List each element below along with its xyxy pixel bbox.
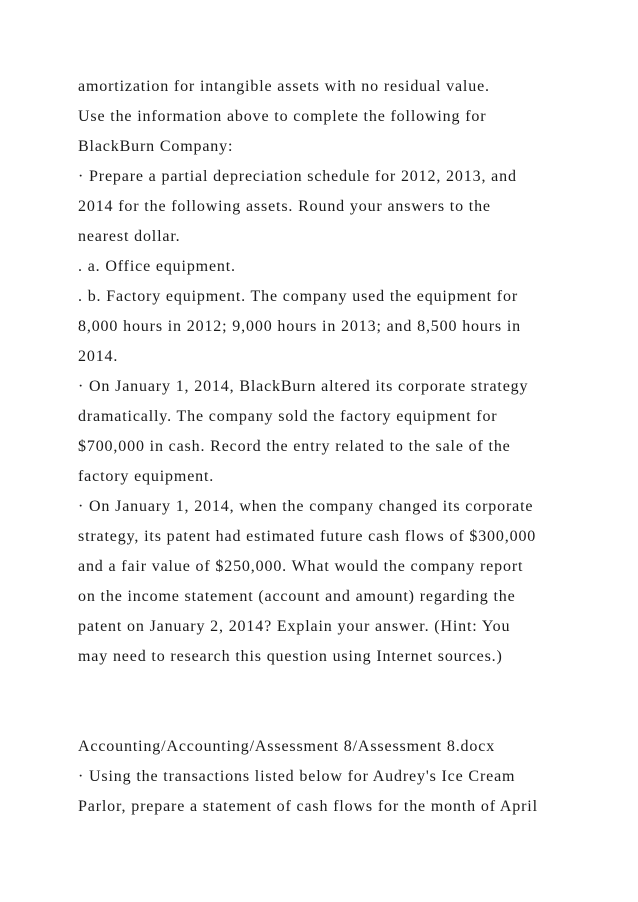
text-line: factory equipment.	[78, 468, 215, 485]
text-line: 2014 for the following assets. Round your answers to the	[78, 198, 491, 215]
text-line: $700,000 in cash. Record the entry related to the sale of the	[78, 438, 511, 455]
text-line: 2014.	[78, 348, 119, 365]
text-line: and a fair value of $250,000. What would the company report	[78, 558, 524, 575]
text-line: amortization for intangible assets with no residual value.	[78, 78, 490, 95]
text-line: patent on January 2, 2014? Explain your answer. (Hint: You	[78, 618, 511, 635]
text-line: 8,000 hours in 2012; 9,000 hours in 2013; and 8,500 hours in	[78, 318, 521, 335]
text-line: BlackBurn Company:	[78, 138, 234, 155]
bullet-line: · Prepare a partial depreciation schedule for 2012, 2013, and	[78, 168, 517, 185]
bullet-line: · Using the transactions listed below for Audrey's Ice Cream	[78, 768, 516, 785]
list-item-a: . a. Office equipment.	[78, 258, 236, 275]
bullet-line: · On January 1, 2014, when the company changed its corporate	[78, 498, 534, 515]
text-line: on the income statement (account and amount) regarding the	[78, 588, 516, 605]
text-line: strategy, its patent had estimated future cash flows of $300,000	[78, 528, 537, 545]
text-line: Parlor, prepare a statement of cash flows for the month of April	[78, 798, 538, 815]
text-line: nearest dollar.	[78, 228, 181, 245]
file-path-heading: Accounting/Accounting/Assessment 8/Assessment 8.docx	[78, 738, 496, 755]
bullet-line: · On January 1, 2014, BlackBurn altered its corporate strategy	[78, 378, 529, 395]
text-line: Use the information above to complete the following for	[78, 108, 487, 125]
text-line: dramatically. The company sold the factory equipment for	[78, 408, 498, 425]
list-item-b: . b. Factory equipment. The company used the equipment for	[78, 288, 519, 305]
text-line: may need to research this question using Internet sources.)	[78, 648, 503, 665]
